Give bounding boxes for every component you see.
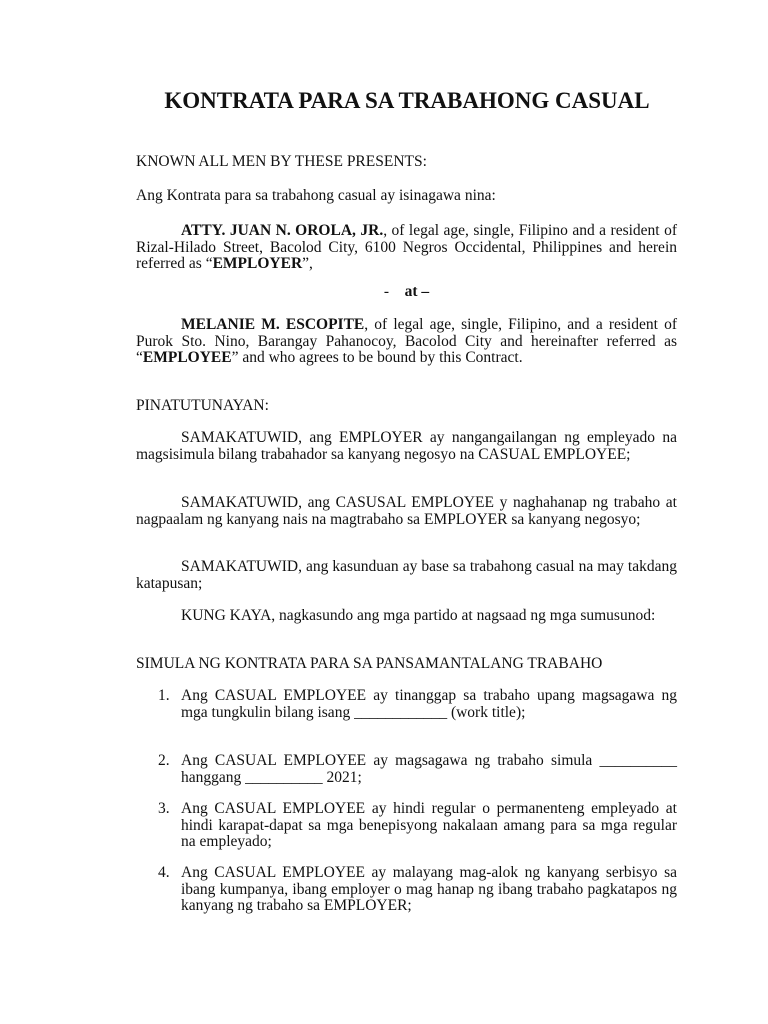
list-item-number: 3. (158, 800, 170, 817)
list-item-number: 4. (158, 864, 170, 881)
employee-role: EMPLOYEE (142, 349, 232, 366)
list-item (136, 801, 677, 851)
list-item-number: 1. (158, 687, 170, 704)
now-therefore-clause: KUNG KAYA, nagkasundo ang mga partido at nagsaad ng mga sumusunod: (181, 607, 656, 624)
whereas-clause-3: SAMAKATUWID, ang kasunduan ay base sa trabahong casual na may takdang katapusan; (136, 558, 677, 592)
list-item-number: 2. (158, 752, 170, 769)
party-separator (136, 284, 677, 301)
employee-name: MELANIE M. ESCOPITE (181, 316, 365, 333)
contract-title: KONTRATA PARA SA TRABAHONG CASUAL (164, 88, 650, 113)
list-item-text: Ang CASUAL EMPLOYEE ay malayang mag-alok ng kanyang serbisyo sa ibang kumpanya, ibang employer o mag hanap ng ibang trabaho pagkatapos ng kanyang ng trabaho sa EMPLOYER; (181, 864, 677, 914)
list-item-text: Ang CASUAL EMPLOYEE ay hindi regular o permanenteng empleyado at hindi karapat-dapat sa mga benepisyong nakalaan amang para sa mga regular na empleyado; (181, 800, 677, 850)
employer-end: ”, (302, 255, 313, 272)
employee-details: , of legal age, single, Filipino, and a resident of Purok Sto. Nino, Barangay Pahanocoy, Bacolod City and hereinafter referred as “ (136, 316, 677, 366)
list-item-text: Ang CASUAL EMPLOYEE ay tinanggap sa trabaho upang magsagawa ng mga tungkulin bilang isang ____________ (work title); (181, 687, 677, 721)
intro-paragraph: Ang Kontrata para sa trabahong casual ay isinagawa nina: (136, 187, 496, 204)
whereas-clause-1: SAMAKATUWID, ang EMPLOYER ay nangangailangan ng empleyado na magsisimula bilang trabahador sa kanyang negosyo na CASUAL EMPLOYEE; (136, 429, 677, 463)
employer-details: , of legal age, single, Filipino and a resident of Rizal-Hilado Street, Bacolod City, 6100 Negros Occidental, Philippines and herein referred as “ (136, 222, 677, 272)
separator-dash: - (383, 283, 390, 300)
employee-paragraph (136, 317, 677, 367)
list-item (136, 688, 677, 721)
employer-paragraph (136, 223, 677, 273)
employer-role: EMPLOYER (212, 255, 303, 272)
list-item (136, 753, 677, 786)
separator-at: at – (404, 283, 430, 300)
list-item-text: Ang CASUAL EMPLOYEE ay magsagawa ng trabaho simula __________ hanggang __________ 2021; (181, 752, 677, 786)
list-item (136, 865, 677, 915)
employee-end: ” and who agrees to be bound by this Contract. (231, 349, 523, 366)
section-heading: SIMULA NG KONTRATA PARA SA PANSAMANTALANG TRABAHO (136, 655, 603, 672)
witnesseth-heading: PINATUTUNAYAN: (136, 397, 269, 414)
salutation: KNOWN ALL MEN BY THESE PRESENTS: (136, 153, 427, 170)
whereas-clause-2: SAMAKATUWID, ang CASUSAL EMPLOYEE y naghahanap ng trabaho at nagpaalam ng kanyang nais na magtrabaho sa EMPLOYER sa kanyang negosyo; (136, 494, 677, 528)
employer-name: ATTY. JUAN N. OROLA, JR. (181, 222, 384, 239)
